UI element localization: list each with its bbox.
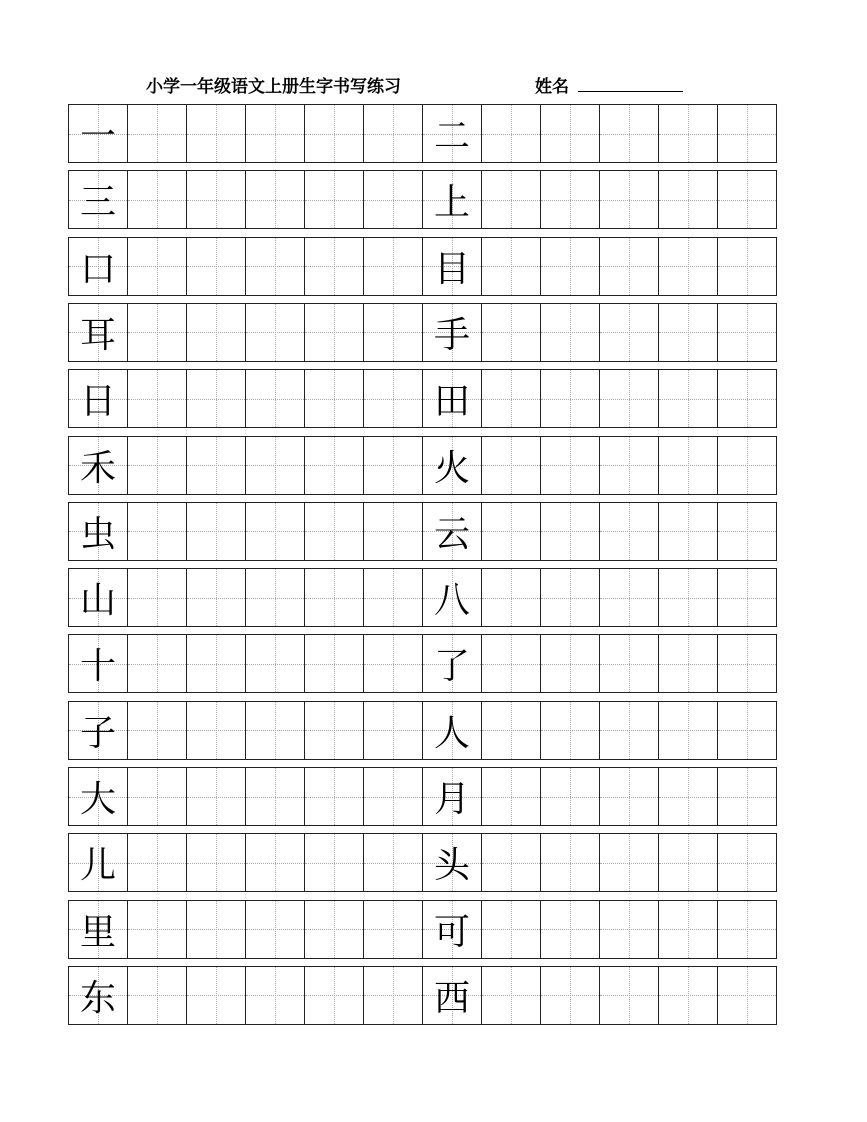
- practice-row: [68, 237, 777, 296]
- model-character: 上: [433, 182, 470, 224]
- model-character: 手: [433, 314, 470, 356]
- writing-cell[interactable]: [187, 569, 246, 626]
- writing-cell[interactable]: [305, 171, 364, 228]
- writing-cell[interactable]: [482, 834, 541, 891]
- writing-cell[interactable]: [541, 370, 600, 427]
- model-character: 十: [79, 646, 116, 688]
- practice-row: [68, 104, 777, 163]
- model-character-cell: [69, 437, 128, 494]
- model-character-cell: [423, 569, 482, 626]
- name-label: 姓名: [535, 77, 569, 97]
- writing-cell[interactable]: [305, 768, 364, 825]
- writing-cell[interactable]: [600, 370, 659, 427]
- writing-cell[interactable]: [128, 702, 187, 759]
- practice-row: [68, 767, 777, 826]
- writing-cell[interactable]: [482, 569, 541, 626]
- writing-cell[interactable]: [482, 635, 541, 692]
- writing-cell[interactable]: [541, 238, 600, 295]
- practice-row: [68, 170, 777, 229]
- writing-cell[interactable]: [364, 370, 423, 427]
- writing-cell[interactable]: [659, 967, 718, 1024]
- practice-row: [68, 502, 777, 561]
- model-character-cell: [423, 304, 482, 361]
- writing-cell[interactable]: [659, 635, 718, 692]
- model-character-cell: [69, 238, 128, 295]
- writing-cell[interactable]: [600, 304, 659, 361]
- model-character-cell: [423, 370, 482, 427]
- writing-cell[interactable]: [659, 304, 718, 361]
- writing-cell[interactable]: [600, 569, 659, 626]
- model-character: 西: [433, 977, 470, 1019]
- practice-row: [68, 833, 777, 892]
- writing-cell[interactable]: [187, 304, 246, 361]
- writing-cell[interactable]: [541, 768, 600, 825]
- writing-cell[interactable]: [187, 370, 246, 427]
- writing-cell[interactable]: [364, 569, 423, 626]
- writing-cell[interactable]: [541, 437, 600, 494]
- model-character-cell: [423, 238, 482, 295]
- writing-cell[interactable]: [187, 238, 246, 295]
- model-character: 火: [433, 447, 470, 489]
- writing-cell[interactable]: [541, 171, 600, 228]
- writing-cell[interactable]: [128, 105, 187, 162]
- writing-cell[interactable]: [364, 834, 423, 891]
- writing-cell[interactable]: [246, 569, 305, 626]
- practice-row: [68, 369, 777, 428]
- model-character: 耳: [79, 314, 116, 356]
- writing-cell[interactable]: [718, 901, 776, 958]
- writing-cell[interactable]: [600, 238, 659, 295]
- writing-cell[interactable]: [482, 370, 541, 427]
- writing-cell[interactable]: [541, 503, 600, 560]
- writing-cell[interactable]: [187, 635, 246, 692]
- writing-cell[interactable]: [718, 304, 776, 361]
- writing-cell[interactable]: [600, 105, 659, 162]
- model-character: 人: [433, 712, 470, 754]
- model-character: 口: [79, 248, 116, 290]
- writing-cell[interactable]: [187, 768, 246, 825]
- writing-cell[interactable]: [187, 503, 246, 560]
- writing-cell[interactable]: [482, 503, 541, 560]
- model-character-cell: [423, 171, 482, 228]
- writing-cell[interactable]: [600, 834, 659, 891]
- model-character-cell: [69, 967, 128, 1024]
- writing-cell[interactable]: [600, 768, 659, 825]
- writing-cell[interactable]: [659, 768, 718, 825]
- writing-cell[interactable]: [718, 569, 776, 626]
- writing-cell[interactable]: [364, 503, 423, 560]
- model-character-cell: [69, 702, 128, 759]
- writing-cell[interactable]: [246, 304, 305, 361]
- writing-cell[interactable]: [246, 901, 305, 958]
- model-character: 二: [433, 116, 470, 157]
- name-input-line[interactable]: [578, 91, 683, 92]
- writing-cell[interactable]: [541, 635, 600, 692]
- model-character-cell: [423, 834, 482, 891]
- model-character-cell: [69, 171, 128, 228]
- writing-cell[interactable]: [128, 370, 187, 427]
- writing-cell[interactable]: [187, 171, 246, 228]
- writing-cell[interactable]: [128, 503, 187, 560]
- writing-cell[interactable]: [718, 105, 776, 162]
- writing-cell[interactable]: [364, 238, 423, 295]
- model-character-cell: [423, 702, 482, 759]
- writing-cell[interactable]: [305, 437, 364, 494]
- practice-row: [68, 701, 777, 760]
- writing-cell[interactable]: [128, 967, 187, 1024]
- writing-cell[interactable]: [364, 702, 423, 759]
- writing-cell[interactable]: [305, 304, 364, 361]
- model-character: 一: [79, 116, 116, 157]
- model-character-cell: [423, 105, 482, 162]
- writing-cell[interactable]: [600, 503, 659, 560]
- writing-cell[interactable]: [541, 304, 600, 361]
- model-character: 虫: [79, 513, 116, 555]
- writing-cell[interactable]: [482, 171, 541, 228]
- writing-cell[interactable]: [305, 834, 364, 891]
- writing-cell[interactable]: [128, 238, 187, 295]
- writing-cell[interactable]: [128, 901, 187, 958]
- writing-cell[interactable]: [305, 105, 364, 162]
- writing-cell[interactable]: [659, 105, 718, 162]
- writing-cell[interactable]: [128, 635, 187, 692]
- writing-cell[interactable]: [659, 503, 718, 560]
- writing-cell[interactable]: [305, 238, 364, 295]
- writing-cell[interactable]: [364, 171, 423, 228]
- writing-cell[interactable]: [718, 768, 776, 825]
- writing-cell[interactable]: [482, 702, 541, 759]
- writing-cell[interactable]: [718, 702, 776, 759]
- model-character-cell: [423, 635, 482, 692]
- writing-cell[interactable]: [128, 768, 187, 825]
- model-character-cell: [69, 370, 128, 427]
- practice-row: [68, 900, 777, 959]
- model-character: 子: [79, 712, 116, 754]
- model-character-cell: [423, 503, 482, 560]
- writing-cell[interactable]: [718, 635, 776, 692]
- writing-cell[interactable]: [659, 370, 718, 427]
- writing-cell[interactable]: [364, 437, 423, 494]
- writing-cell[interactable]: [364, 901, 423, 958]
- practice-row: [68, 436, 777, 495]
- writing-cell[interactable]: [187, 967, 246, 1024]
- writing-cell[interactable]: [718, 503, 776, 560]
- writing-cell[interactable]: [600, 967, 659, 1024]
- practice-row: [68, 303, 777, 362]
- model-character-cell: [69, 834, 128, 891]
- writing-cell[interactable]: [482, 105, 541, 162]
- model-character: 三: [79, 182, 116, 224]
- writing-cell[interactable]: [541, 834, 600, 891]
- writing-cell[interactable]: [600, 702, 659, 759]
- writing-cell[interactable]: [128, 437, 187, 494]
- model-character: 了: [433, 646, 470, 688]
- writing-cell[interactable]: [246, 834, 305, 891]
- writing-cell[interactable]: [600, 635, 659, 692]
- writing-cell[interactable]: [659, 834, 718, 891]
- practice-row: [68, 634, 777, 693]
- writing-cell[interactable]: [246, 238, 305, 295]
- writing-cell[interactable]: [364, 967, 423, 1024]
- writing-cell[interactable]: [364, 105, 423, 162]
- writing-cell[interactable]: [364, 635, 423, 692]
- writing-cell[interactable]: [305, 967, 364, 1024]
- writing-cell[interactable]: [659, 702, 718, 759]
- writing-cell[interactable]: [246, 370, 305, 427]
- model-character: 东: [79, 977, 116, 1019]
- writing-cell[interactable]: [187, 437, 246, 494]
- writing-cell[interactable]: [246, 702, 305, 759]
- writing-cell[interactable]: [718, 437, 776, 494]
- writing-cell[interactable]: [482, 304, 541, 361]
- writing-cell[interactable]: [246, 967, 305, 1024]
- writing-cell[interactable]: [128, 304, 187, 361]
- writing-cell[interactable]: [482, 901, 541, 958]
- writing-cell[interactable]: [659, 437, 718, 494]
- model-character-cell: [423, 901, 482, 958]
- writing-cell[interactable]: [718, 238, 776, 295]
- writing-cell[interactable]: [659, 238, 718, 295]
- writing-cell[interactable]: [128, 171, 187, 228]
- writing-cell[interactable]: [246, 105, 305, 162]
- writing-cell[interactable]: [305, 370, 364, 427]
- writing-cell[interactable]: [541, 702, 600, 759]
- writing-cell[interactable]: [482, 768, 541, 825]
- model-character: 大: [79, 779, 116, 820]
- writing-cell[interactable]: [305, 635, 364, 692]
- writing-cell[interactable]: [659, 171, 718, 228]
- writing-cell[interactable]: [482, 238, 541, 295]
- writing-cell[interactable]: [659, 901, 718, 958]
- writing-cell[interactable]: [246, 171, 305, 228]
- model-character-cell: [69, 569, 128, 626]
- writing-cell[interactable]: [659, 569, 718, 626]
- writing-cell[interactable]: [541, 967, 600, 1024]
- writing-cell[interactable]: [128, 834, 187, 891]
- writing-cell[interactable]: [600, 171, 659, 228]
- writing-cell[interactable]: [246, 437, 305, 494]
- model-character: 月: [433, 779, 470, 820]
- practice-row: [68, 966, 777, 1025]
- model-character-cell: [69, 304, 128, 361]
- model-character: 田: [433, 381, 470, 423]
- model-character-cell: [69, 768, 128, 825]
- model-character: 山: [79, 580, 116, 622]
- model-character: 头: [433, 845, 470, 887]
- writing-cell[interactable]: [246, 635, 305, 692]
- model-character: 儿: [79, 845, 116, 887]
- writing-cell[interactable]: [187, 105, 246, 162]
- writing-cell[interactable]: [482, 967, 541, 1024]
- writing-cell[interactable]: [128, 569, 187, 626]
- writing-cell[interactable]: [541, 569, 600, 626]
- model-character: 目: [433, 248, 470, 290]
- model-character-cell: [423, 967, 482, 1024]
- model-character: 可: [433, 911, 470, 953]
- model-character: 禾: [79, 447, 116, 489]
- model-character-cell: [69, 105, 128, 162]
- writing-cell[interactable]: [305, 901, 364, 958]
- writing-cell[interactable]: [718, 834, 776, 891]
- writing-cell[interactable]: [718, 171, 776, 228]
- writing-cell[interactable]: [305, 503, 364, 560]
- writing-cell[interactable]: [364, 768, 423, 825]
- writing-cell[interactable]: [246, 503, 305, 560]
- writing-cell[interactable]: [364, 304, 423, 361]
- writing-cell[interactable]: [541, 901, 600, 958]
- writing-cell[interactable]: [600, 437, 659, 494]
- writing-cell[interactable]: [305, 569, 364, 626]
- model-character-cell: [69, 503, 128, 560]
- writing-cell[interactable]: [600, 901, 659, 958]
- writing-cell[interactable]: [718, 370, 776, 427]
- writing-cell[interactable]: [246, 768, 305, 825]
- practice-row: [68, 568, 777, 627]
- writing-cell[interactable]: [305, 702, 364, 759]
- model-character: 日: [79, 381, 116, 423]
- writing-cell[interactable]: [187, 834, 246, 891]
- model-character: 八: [433, 580, 470, 622]
- model-character-cell: [423, 437, 482, 494]
- model-character: 云: [433, 513, 470, 555]
- writing-cell[interactable]: [718, 967, 776, 1024]
- writing-cell[interactable]: [187, 702, 246, 759]
- model-character: 里: [79, 911, 116, 953]
- model-character-cell: [69, 635, 128, 692]
- model-character-cell: [423, 768, 482, 825]
- writing-cell[interactable]: [187, 901, 246, 958]
- writing-cell[interactable]: [541, 105, 600, 162]
- writing-cell[interactable]: [482, 437, 541, 494]
- worksheet-title: 小学一年级语文上册生字书写练习: [146, 77, 401, 97]
- model-character-cell: [69, 901, 128, 958]
